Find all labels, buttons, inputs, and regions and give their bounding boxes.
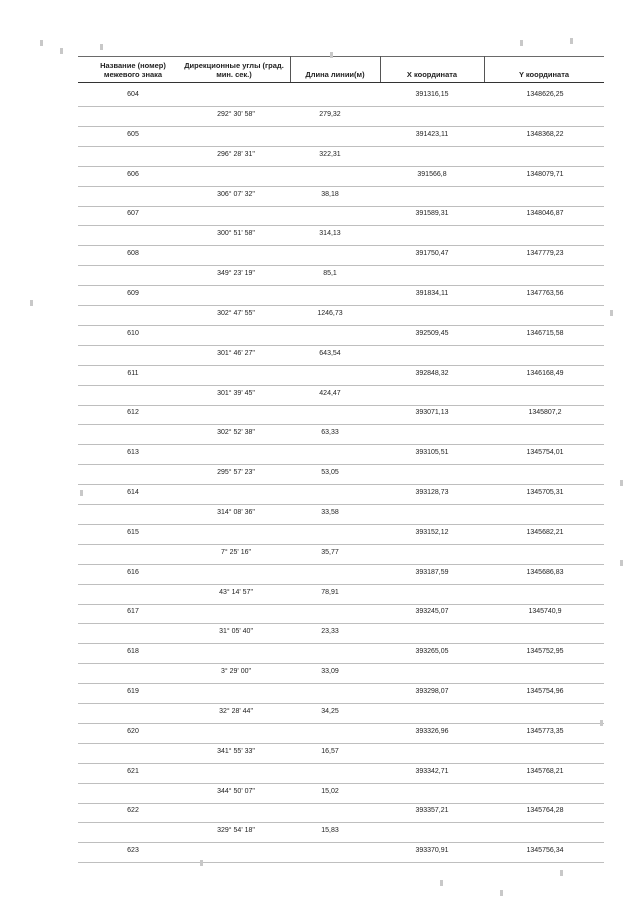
row-rule: [78, 504, 604, 505]
point-y-coordinate: 1346168,49: [526, 369, 564, 377]
row-rule: [78, 584, 604, 585]
column-separator: [484, 56, 485, 82]
scan-speck: [60, 48, 63, 54]
segment-rule: [78, 245, 604, 246]
row-rule: [78, 106, 604, 107]
line-length: 424,47: [319, 389, 341, 397]
point-name: 618: [127, 648, 139, 656]
point-y-coordinate: 1347779,23: [526, 250, 564, 258]
point-name: 612: [127, 409, 139, 417]
segment-rule: [78, 325, 604, 326]
row-rule: [78, 464, 604, 465]
segment-rule: [78, 126, 604, 127]
scan-speck: [80, 490, 83, 496]
segment-rule: [78, 444, 604, 445]
row-rule: [78, 783, 604, 784]
line-length: 35,77: [321, 548, 339, 556]
line-length: 15,83: [321, 827, 339, 835]
header-x-coordinate: X координата: [406, 70, 458, 79]
point-x-coordinate: 392848,32: [415, 369, 449, 377]
direction-angle: 300° 51' 58": [217, 230, 255, 238]
point-y-coordinate: 1346715,58: [526, 329, 564, 337]
scan-speck: [100, 44, 103, 50]
row-rule: [78, 225, 604, 226]
point-x-coordinate: 393245,07: [415, 608, 449, 616]
point-y-coordinate: 1345807,2: [528, 409, 562, 417]
segment-rule: [78, 842, 604, 843]
header-point-name: Название (номер) межевого знака: [100, 61, 166, 79]
scan-speck: [570, 38, 573, 44]
point-y-coordinate: 1345682,21: [526, 528, 564, 536]
direction-angle: 292° 30' 58": [217, 110, 255, 118]
point-name: 615: [127, 528, 139, 536]
point-name: 609: [127, 290, 139, 297]
direction-angle: 302° 52' 38": [217, 429, 255, 437]
scan-speck: [620, 480, 623, 486]
scan-speck: [200, 860, 203, 866]
point-x-coordinate: 393265,05: [415, 648, 449, 656]
row-rule: [78, 424, 604, 425]
direction-angle: 43° 14' 57": [219, 588, 253, 596]
scan-speck: [30, 300, 33, 306]
line-length: 23,33: [321, 628, 339, 636]
direction-angle: 7° 25' 16": [221, 548, 251, 556]
point-x-coordinate: 391316,15: [415, 91, 449, 98]
column-separator: [380, 56, 381, 82]
point-name: 617: [127, 608, 139, 616]
point-x-coordinate: 393105,51: [415, 449, 449, 457]
direction-angle: 32° 28' 44": [219, 707, 253, 715]
header-bottom-rule: [78, 82, 604, 83]
line-length: 643,54: [319, 349, 341, 357]
scan-speck: [500, 890, 503, 896]
point-x-coordinate: 391423,11: [415, 130, 449, 138]
direction-angle: 295° 57' 23": [217, 469, 255, 477]
segment-rule: [78, 604, 604, 605]
segment-rule: [78, 285, 604, 286]
row-rule: [78, 265, 604, 266]
segment-rule: [78, 803, 604, 804]
scan-speck: [560, 870, 563, 876]
segment-rule: [78, 166, 604, 167]
point-name: 623: [127, 847, 139, 855]
point-name: 611: [127, 369, 139, 377]
header-line-length: Длина линии(м): [305, 70, 365, 79]
point-name: 621: [127, 767, 139, 775]
scan-speck: [620, 560, 623, 566]
segment-rule: [78, 723, 604, 724]
segment-rule: [78, 206, 604, 207]
point-y-coordinate: 1345740,9: [528, 608, 562, 616]
point-name: 607: [127, 210, 139, 218]
point-name: 622: [127, 807, 139, 815]
row-rule: [78, 186, 604, 187]
direction-angle: 301° 46' 27": [217, 349, 255, 357]
line-length: 85,1: [323, 270, 337, 278]
point-x-coordinate: 393128,73: [415, 489, 449, 496]
row-rule: [78, 385, 604, 386]
row-rule: [78, 862, 604, 863]
row-rule: [78, 623, 604, 624]
point-y-coordinate: 1345754,01: [526, 449, 564, 457]
line-length: 78,91: [321, 588, 339, 596]
point-x-coordinate: 393187,59: [415, 568, 449, 576]
direction-angle: 296° 28' 31": [217, 150, 255, 158]
point-y-coordinate: 1345764,28: [526, 807, 564, 815]
line-length: 322,31: [319, 150, 341, 158]
point-x-coordinate: 392509,45: [415, 329, 449, 337]
segment-rule: [78, 564, 604, 565]
scan-speck: [440, 880, 443, 886]
point-y-coordinate: 1345768,21: [526, 767, 564, 775]
direction-angle: 314° 08' 36": [217, 508, 255, 516]
line-length: 34,25: [321, 707, 339, 715]
point-x-coordinate: 393370,91: [415, 847, 449, 855]
line-length: 279,32: [319, 110, 341, 118]
point-name: 619: [127, 688, 139, 695]
point-x-coordinate: 393326,96: [415, 727, 449, 735]
point-y-coordinate: 1345756,34: [526, 847, 564, 855]
scan-speck: [330, 52, 333, 58]
point-name: 605: [127, 130, 139, 138]
point-x-coordinate: 393152,12: [415, 528, 449, 536]
direction-angle: 329° 54' 18": [217, 827, 255, 835]
direction-angle: 344° 50' 07": [217, 787, 255, 795]
line-length: 63,33: [321, 429, 339, 437]
row-rule: [78, 743, 604, 744]
line-length: 53,05: [321, 469, 339, 477]
point-y-coordinate: 1348368,22: [526, 130, 564, 138]
scan-speck: [610, 310, 613, 316]
header-direction-angle: Дирекционные углы (град. мин. сек.): [184, 61, 284, 79]
row-rule: [78, 345, 604, 346]
point-name: 608: [127, 250, 139, 258]
row-rule: [78, 544, 604, 545]
point-x-coordinate: 391834,11: [415, 290, 449, 297]
point-y-coordinate: 1345686,83: [526, 568, 564, 576]
line-length: 38,18: [321, 190, 339, 198]
segment-rule: [78, 484, 604, 485]
direction-angle: 341° 55' 33": [217, 747, 255, 755]
point-x-coordinate: 391750,47: [415, 250, 449, 258]
point-x-coordinate: 391589,31: [415, 210, 449, 218]
point-x-coordinate: 393342,71: [415, 767, 449, 775]
segment-rule: [78, 643, 604, 644]
point-x-coordinate: 393298,07: [415, 688, 449, 695]
direction-angle: 301° 39' 45": [217, 389, 255, 397]
line-length: 1246,73: [317, 309, 343, 317]
segment-rule: [78, 365, 604, 366]
point-name: 604: [127, 91, 139, 98]
direction-angle: 3° 29' 00": [221, 668, 251, 676]
direction-angle: 31° 05' 40": [219, 628, 253, 636]
column-separator: [290, 56, 291, 82]
point-x-coordinate: 391566,8: [417, 170, 447, 178]
point-x-coordinate: 393357,21: [415, 807, 449, 815]
segment-rule: [78, 405, 604, 406]
point-name: 606: [127, 170, 139, 178]
direction-angle: 306° 07' 32": [217, 190, 255, 198]
scan-speck: [600, 720, 603, 726]
header-y-coordinate: Y координата: [518, 70, 570, 79]
segment-rule: [78, 524, 604, 525]
point-name: 610: [127, 329, 139, 337]
point-y-coordinate: 1345752,95: [526, 648, 564, 656]
direction-angle: 302° 47' 55": [217, 309, 255, 317]
point-name: 616: [127, 568, 139, 576]
scan-speck: [40, 40, 43, 46]
point-name: 614: [127, 489, 139, 496]
point-y-coordinate: 1348046,87: [526, 210, 564, 218]
point-y-coordinate: 1345705,31: [526, 489, 564, 496]
row-rule: [78, 703, 604, 704]
segment-rule: [78, 683, 604, 684]
direction-angle: 349° 23' 19": [217, 270, 255, 278]
point-y-coordinate: 1348079,71: [526, 170, 564, 178]
line-length: 15,02: [321, 787, 339, 795]
point-name: 613: [127, 449, 139, 457]
row-rule: [78, 146, 604, 147]
point-x-coordinate: 393071,13: [415, 409, 449, 417]
row-rule: [78, 305, 604, 306]
row-rule: [78, 663, 604, 664]
point-y-coordinate: 1345773,35: [526, 727, 564, 735]
header-top-rule: [78, 56, 604, 57]
point-y-coordinate: 1345754,96: [526, 688, 564, 695]
line-length: 33,58: [321, 508, 339, 516]
scan-speck: [520, 40, 523, 46]
point-y-coordinate: 1348626,25: [526, 91, 564, 98]
row-rule: [78, 822, 604, 823]
point-name: 620: [127, 727, 139, 735]
segment-rule: [78, 763, 604, 764]
line-length: 314,13: [319, 230, 341, 238]
line-length: 16,57: [321, 747, 339, 755]
line-length: 33,09: [321, 668, 339, 676]
point-y-coordinate: 1347763,56: [526, 290, 564, 297]
